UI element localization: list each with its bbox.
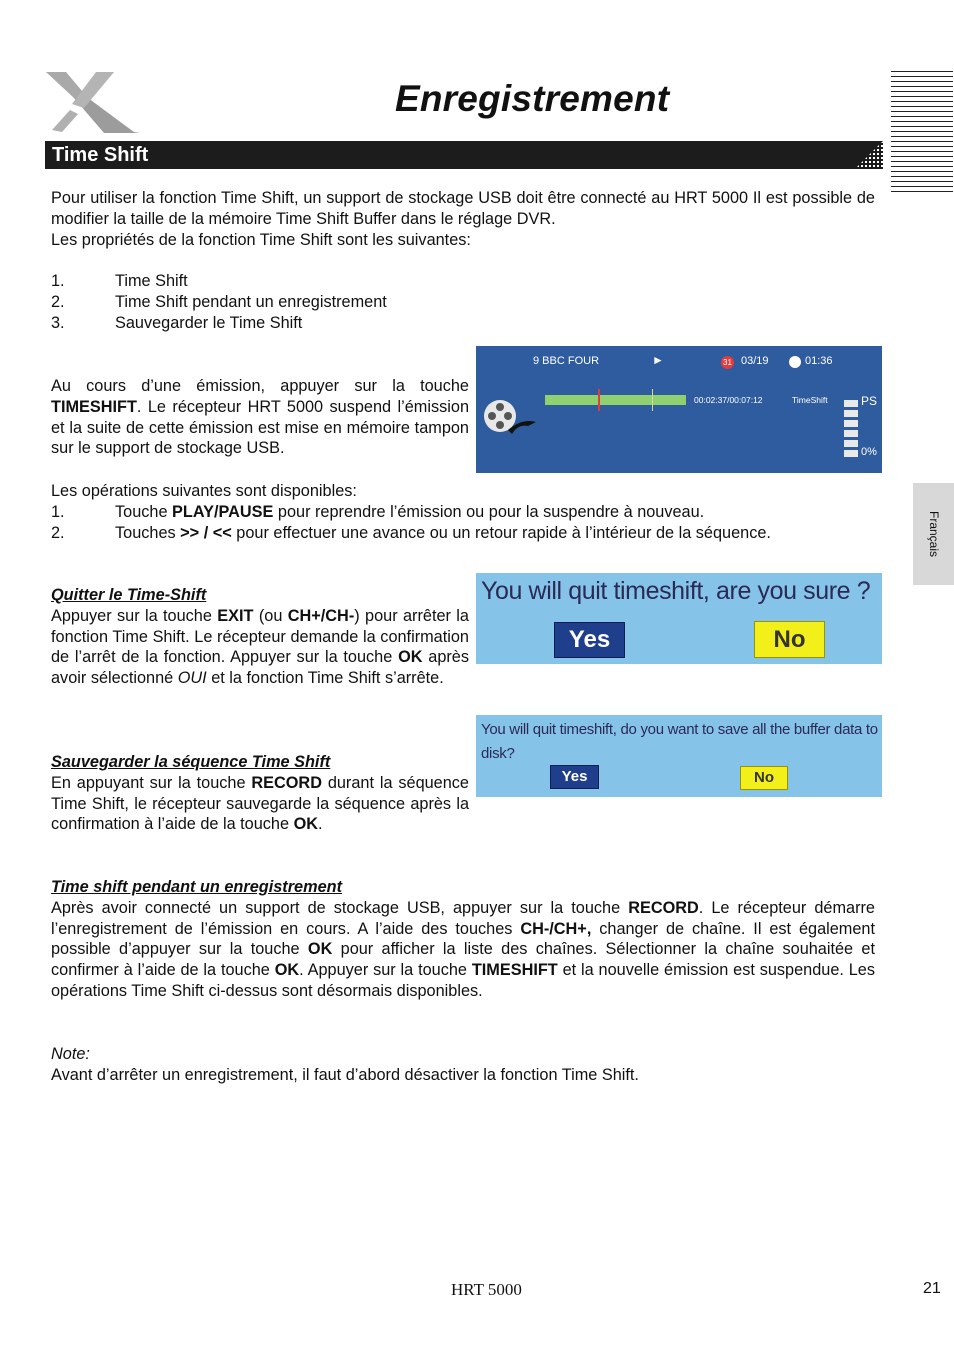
quit-paragraph: Appuyer sur la touche EXIT (ou CH+/CH-) pour arrêter la fonction Time Shift. Le récepteur demande la confirmation de l’arrêt de la fonction. Appuyer sur la touche OK après avoir sélectionné OUI et la fonction Time Shift s’arrête. <box>51 606 469 688</box>
during-paragraph: Au cours d’une émission, appuyer sur la touche TIMESHIFT. Le récepteur HRT 5000 suspend l’émission et la suite de cette émission est mise en mémoire tampon sur le support de stockage USB. <box>51 377 469 458</box>
progress-bar <box>545 395 686 405</box>
osd-percent: 0% <box>861 446 877 458</box>
list-item: 1. Time Shift <box>51 272 188 290</box>
decorative-stripes <box>891 71 953 193</box>
list-item: 2. Touches >> / << pour effectuer une avance ou un retour rapide à l’intérieur de la séquence. <box>51 523 771 542</box>
osd-channel: 9 BBC FOUR <box>533 355 600 367</box>
intro-text-2: Les propriétés de la fonction Time Shift sont les suivantes: <box>51 230 471 249</box>
during-rec-section <box>51 877 875 1002</box>
no-button: No <box>754 621 825 658</box>
list-item: 2. Time Shift pendant un enregistrement <box>51 292 387 311</box>
progress-marker-2 <box>652 389 653 411</box>
level-meter <box>844 400 858 458</box>
clock-icon <box>789 356 801 368</box>
quit-dialog-screenshot <box>476 573 882 664</box>
intro-paragraph <box>51 188 875 250</box>
note-text: Avant d’arrêter un enregistrement, il faut d’abord désactiver la fonction Time Shift. <box>51 1065 639 1084</box>
play-icon: ► <box>652 353 664 367</box>
yes-button: Yes <box>554 622 625 658</box>
ops-intro: Les opérations suivantes sont disponibles: <box>51 482 357 500</box>
save-section <box>51 752 881 835</box>
osd-ps: PS <box>861 394 878 408</box>
list-item: 3. Sauvegarder le Time Shift <box>51 313 303 332</box>
no-button: No <box>740 766 788 790</box>
page-number: 21 <box>923 1280 941 1297</box>
bar-dots <box>841 141 883 169</box>
save-paragraph: En appuyant sur la touche RECORD durant la séquence Time Shift, le récepteur sauvegarde la séquence après la confirmation à l’aide de la touche OK. <box>51 773 469 834</box>
note-label: Note: <box>51 1045 90 1063</box>
feature-list <box>51 271 651 333</box>
footer-brand: HRT 5000 <box>451 1280 522 1299</box>
note-section <box>51 1044 875 1086</box>
list-item: 1. Touche PLAY/PAUSE pour reprendre l’émission ou pour la suspendre à nouveau. <box>51 502 705 521</box>
osd-position: 00:02:37/00:07:12 <box>694 395 763 405</box>
progress-marker <box>598 389 600 411</box>
page-title: Enregistrement <box>395 78 670 119</box>
dialog-question: You will quit timeshift, are you sure ? <box>481 577 871 605</box>
language-tab <box>913 483 954 585</box>
calendar-icon: 31 <box>721 356 734 369</box>
osd-date: 03/19 <box>741 355 769 367</box>
yes-button: Yes <box>550 765 599 789</box>
osd-mode-label: TimeShift <box>792 395 828 405</box>
quit-heading: Quitter le Time-Shift <box>51 586 207 604</box>
save-heading: Sauvegarder la séquence Time Shift <box>51 753 331 771</box>
dialog-question: You will quit timeshift, do you want to save all the buffer data to disk? <box>481 721 878 762</box>
quit-section <box>51 585 469 689</box>
section-title: Time Shift <box>52 144 149 166</box>
timeshift-osd-screenshot <box>476 346 882 473</box>
during-rec-paragraph: Après avoir connecté un support de stockage USB, appuyer sur la touche RECORD. Le récepteur démarre l’enregistrement de l’émission en cours. A l’aide des touches CH-/CH+, changer de chaîne. Il est également possible d’appuyer sur la touche OK pour afficher la liste des chaînes. Sélectionner la chaîne souhaitée et confirmer à l’aide de la touche OK. Appuyer sur la touche TIMESHIFT et la nouvelle émission est suspendue. Les opérations Time Shift ci-dessus sont désormais disponibles. <box>51 898 876 1000</box>
during-rec-heading: Time shift pendant un enregistrement <box>51 878 342 896</box>
section-bar <box>45 141 883 169</box>
film-reel-icon <box>482 392 540 438</box>
intro-text: Pour utiliser la fonction Time Shift, un support de stockage USB doit être connecté au HRT 5000 Il est possible de modifier la taille de la mémoire Time Shift Buffer dans le réglage DVR. <box>51 189 875 228</box>
language-label: Français <box>926 510 941 558</box>
osd-time: 01:36 <box>805 355 833 367</box>
ops-block <box>51 481 881 543</box>
brand-logo <box>44 68 142 136</box>
